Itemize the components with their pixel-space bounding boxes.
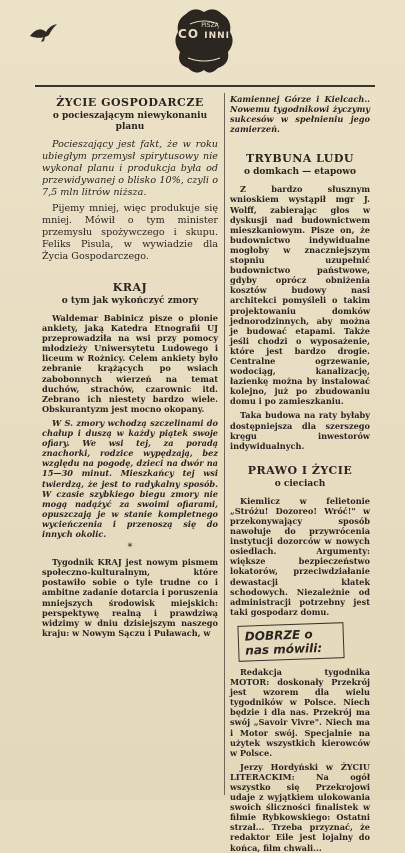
logo-main: CO [178,27,200,41]
heading-kraj: KRAJ [112,281,148,294]
column-divider [224,93,225,795]
article-paragraph: Redakcja tygodnika MOTOR: doskonały Przekrój jest wzorem dla wielu tygodników w Polsce. Niech będzie i dla nas. Przekrój ma swój „Savoir Vivre". Niech ma i Motor swój. Specjalnie na użytek wszystkich kierowców w Polsce. [230,666,370,758]
subheading-kraj: o tym jak wykończyć zmory [61,296,199,306]
left-column [42,94,218,794]
heading-trybuna-ludu: TRYBUNA LUDU [245,152,354,166]
article-paragraph: Kiemlicz w felietonie „Stróżu! Dozoreo! Wróć!" w przekonywający sposób nawołuje do przywrócenia instytucji dozorców w nowych osiedlach. Argumenty: większe bezpieczeństwo lokatorów, przeciwdziałanie dewastacji klatek schodowych. Niezależnie od administracji potrzebny jest taki gospodarz domu. [230,495,370,617]
article-paragraph: Pocieszający jest fakt, że w roku ubiegłym przemysł spirytusowy nie wykonał planu i produkcja była od przewidywanej o blisko 10%, czyli o 7,5 mln litrów niższa. [42,139,218,198]
subheading-trybuna-ludu: o domkach — etapowo [243,167,357,178]
top-rule [35,85,375,87]
heading-prawo-i-zycie: PRAWO I ŻYCIE [247,463,353,477]
article-paragraph: Tygodnik KRAJ jest nowym pismem społeczno-kulturalnym, które postawiło sobie o tyle trudne co i ambitne zadanie dotarcia i poruszenia mniejszych środowisk miejskich: perspektywę realną i prawdziwą widzimy w dniu dzisiejszym naszego kraju: w Nowym Sączu i Puławach, w [42,557,218,638]
logo-mid: INNI [204,31,230,41]
logo-top-text: PISZĄ [201,22,219,29]
article-paragraph: Taka budowa na raty byłaby dostępniejsza dla szerszego kręgu inwestorów indywidualnych. [230,410,370,451]
article-paragraph: Z bardzo słusznym wnioskiem wystąpił mgr J. Wolff, zabierając głos w dyskusji nad budownictwem mieszkaniowym. Pisze on, że budownictwo indywidualne mogłoby w znaczniejszym stopniu uzupełnić budownictwo państwowe, gdyby oprócz obniżenia kosztów budowy nasi architekci pomyśleli o takim projektowaniu domków jednorodzinnych, aby można je budować etapami. Także jeśli chodzi o wyposażenie, które jest bardzo drogie. Centralne ogrzewanie, wodociąg, kanalizację, łazienkę można by instalować kolejno, już po zbudowaniu domu i po zamieszkaniu. [230,184,370,407]
masthead [0,0,405,85]
heading-zycie-gospodarcze: ŻYCIE GOSPODARCZE [56,96,204,109]
article-paragraph: Jerzy Hordyński w ŻYCIU LITERACKIM: Na ogół wszystko się Przekrojowi udaje z wyjątkiem ulokowania swoich śliczności finalistek w filmie Rybkowskiego: Ostatni strzał... Trzeba przyznać, że redaktor Eile jest lojalny do końca, film chwali... [230,761,370,853]
article-paragraph: W S. zmory wchodzą szczelinami do chałup i duszą w każdy piątek swoje ofiary. We wsi tej, za poradą znachorki, rodzice wypędzają, bez względu na pogodę, dzieci na dwór na 15—30 minut. Mieszkańcy tej wsi twierdzą, że jest to radykalny sposób. W czasie szybkiego biegu zmory nie mogą nadążyć za swoimi ofiarami, opuszczają je w stanie kompletnego wycieńczenia i przenoszą się do innych okolic. [42,417,218,539]
subheading-prawo-i-zycie: o cieciach [274,478,326,489]
right-column [230,94,370,853]
dobrze-o-nas-box: DOBRZE o nas mówili: [237,622,344,662]
article-paragraph: Kamiennej Górze i Kielcach.. Nowemu tygodnikowi życzymy sukcesów w spełnieniu jego zamierzeń. [230,94,370,135]
subheading-zycie-gospodarcze: o pocieszającym niewykonaniu planu [52,111,208,132]
bird-icon [28,22,58,46]
section-separator: * [127,542,133,554]
article-paragraph: Waldemar Babinicz pisze o plonie ankiety, jaką Katedra Etnografii UJ przeprowadziła na wsi przy pomocy młodzieży Uniwersytetu Ludowego i liceum w Rożnicy. Celem ankiety było zebranie krążących po wsiach zabobonnych wierzeń na temat duchów, strachów, czarownic itd. Zebrano ich niestety bardzo wiele. Obskurantyzm jest mocno okopany. [42,313,218,414]
article-paragraph: Pijemy mniej, więc produkuje się mniej. Mówił o tym minister przemysłu spożywczego i skupu. Feliks Pisula, w wywiadzie dla Życia Gospodarczego. [42,203,218,262]
masthead-logo [172,6,236,76]
logo-text [172,27,236,41]
